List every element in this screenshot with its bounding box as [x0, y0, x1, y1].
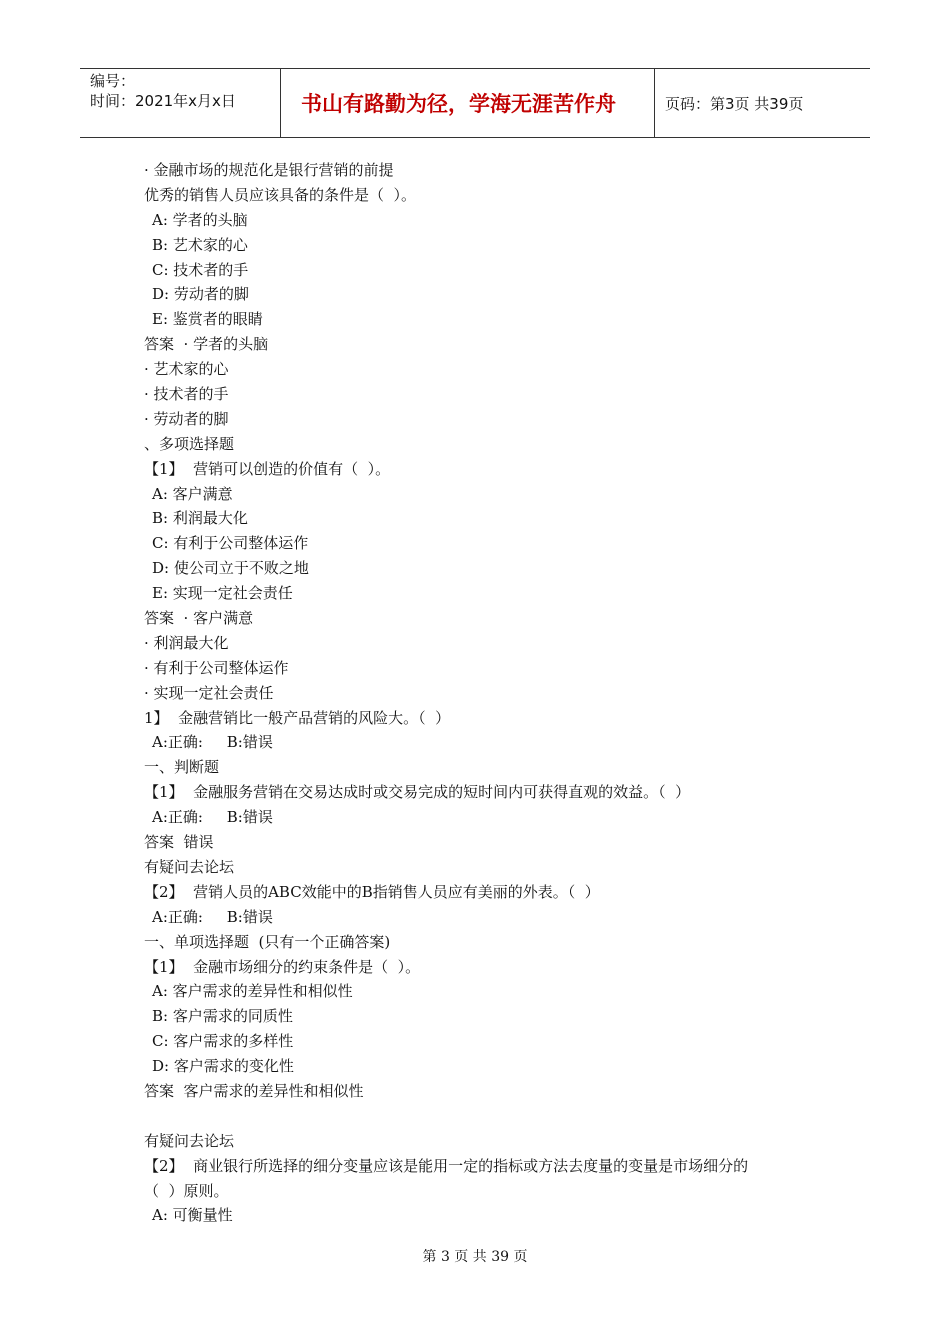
text-line: D: 使公司立于不败之地	[152, 559, 309, 578]
page-footer: 第 3 页 共 39 页	[422, 1249, 528, 1265]
page-header	[80, 68, 870, 138]
text-line: 答案 · 客户满意	[144, 609, 254, 628]
text-line: 【1】 金融服务营销在交易达成时或交易完成的短时间内可获得直观的效益。（ ）	[144, 783, 691, 802]
text-line: B: 客户需求的同质性	[152, 1007, 293, 1026]
text-line: A:正确: B:错误	[152, 808, 273, 827]
header-page-label: 页码：第3页 共39页	[665, 94, 804, 113]
text-line: 【2】 商业银行所选择的细分变量应该是能用一定的指标或方法去度量的变量是市场细分的	[144, 1156, 749, 1175]
text-line: 答案 错误	[144, 833, 214, 852]
text-line: E: 鉴赏者的眼睛	[152, 310, 263, 329]
text-line: · 技术者的手	[144, 385, 229, 404]
text-line: 【1】 营销可以创造的价值有（ ）。	[144, 459, 391, 478]
text-line: B: 利润最大化	[152, 509, 248, 528]
header-motto: 书山有路勤为径，学海无涯苦作舟	[281, 69, 655, 137]
text-line: A: 客户需求的差异性和相似性	[152, 982, 353, 1001]
text-line: E: 实现一定社会责任	[152, 584, 293, 603]
text-line: 答案 客户需求的差异性和相似性	[144, 1081, 364, 1100]
text-line: A: 学者的头脑	[152, 210, 248, 229]
text-line: D: 客户需求的变化性	[152, 1057, 294, 1076]
text-line: 、多项选择题	[144, 434, 235, 453]
text-line: 优秀的销售人员应该具备的条件是（ ）。	[144, 185, 417, 204]
text-line: · 实现一定社会责任	[144, 683, 274, 702]
text-line: 答案 · 学者的头脑	[144, 335, 269, 354]
text-line: · 劳动者的脚	[144, 409, 229, 428]
text-line: · 利润最大化	[144, 633, 229, 652]
text-line: D: 劳动者的脚	[152, 285, 249, 304]
document-body	[144, 158, 824, 1228]
text-line: B: 艺术家的心	[152, 235, 248, 254]
header-number-label: 编号：	[90, 72, 136, 90]
header-date-label: 时间：2021年x月x日	[90, 92, 236, 110]
text-line: 一、判断题	[144, 758, 220, 777]
text-line: 【1】 金融市场细分的约束条件是（ ）。	[144, 957, 421, 976]
text-line: C: 技术者的手	[152, 260, 249, 279]
text-line: 一、单项选择题 (只有一个正确答案)	[144, 932, 391, 951]
text-line: · 艺术家的心	[144, 360, 229, 379]
text-line: C: 客户需求的多样性	[152, 1032, 294, 1051]
text-line: A:正确: B:错误	[152, 733, 273, 752]
text-line: A:正确: B:错误	[152, 907, 273, 926]
text-line: 1】 金融营销比一般产品营销的风险大。（ ）	[144, 708, 451, 727]
text-line: C: 有利于公司整体运作	[152, 534, 309, 553]
text-line: 有疑问去论坛	[144, 1131, 235, 1150]
text-line: （ ）原则。	[144, 1181, 229, 1200]
header-left-cell	[80, 69, 281, 137]
text-line	[144, 1104, 824, 1129]
text-line: · 金融市场的规范化是银行营销的前提	[144, 161, 394, 179]
text-line: A: 可衡量性	[152, 1206, 233, 1225]
text-line: A: 客户满意	[152, 484, 233, 503]
text-line: 【2】 营销人员的ABC效能中的B指销售人员应有美丽的外表。（ ）	[144, 882, 600, 901]
text-line: · 有利于公司整体运作	[144, 658, 289, 677]
text-line: 有疑问去论坛	[144, 857, 235, 876]
